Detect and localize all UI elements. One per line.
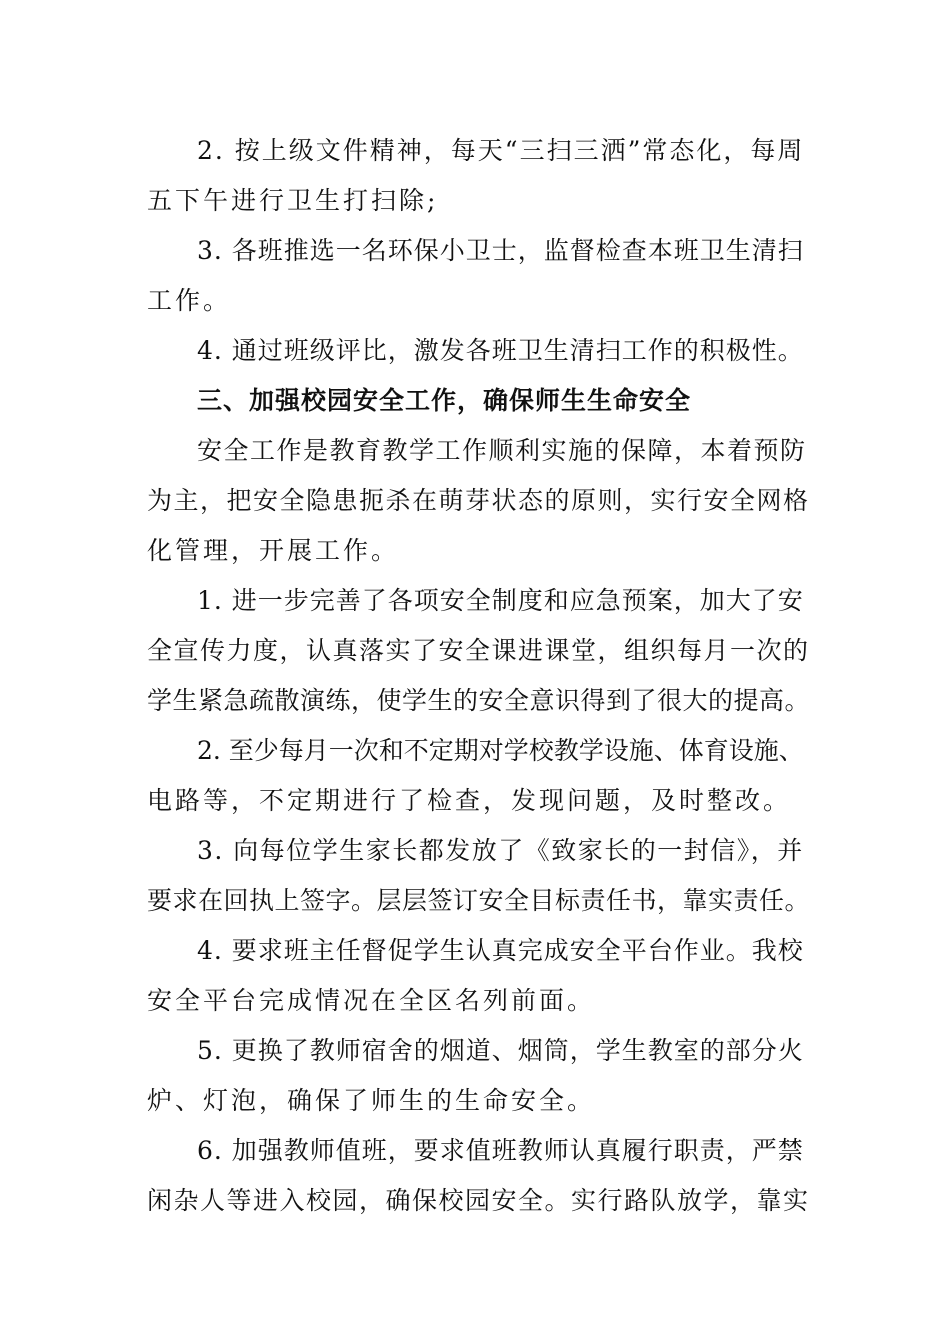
paragraph-line: 安全平台完成情况在全区名列前面。 [147, 986, 596, 1015]
paragraph-line: 化管理，开展工作。 [147, 536, 400, 565]
paragraph-line: 工作。 [147, 286, 232, 315]
paragraph-line: 4. 通过班级评比，激发各班卫生清扫工作的积极性。 [197, 336, 804, 365]
paragraph-line: 2. 按上级文件精神，每天“三扫三洒”常态化，每周 [197, 136, 805, 165]
paragraph-line: 6. 加强教师值班，要求值班教师认真履行职责，严禁 [197, 1136, 804, 1165]
paragraph-line: 学生紧急疏散演练，使学生的安全意识得到了很大的提高。 [147, 686, 811, 715]
paragraph-line: 安全工作是教育教学工作顺利实施的保障，本着预防 [197, 436, 807, 465]
paragraph-line: 电路等，不定期进行了检查，发现问题，及时整改。 [147, 786, 792, 815]
paragraph-line: 五下午进行卫生打扫除; [147, 186, 439, 215]
paragraph-line: 闲杂人等进入校园，确保校园安全。实行路队放学，靠实 [147, 1186, 810, 1215]
paragraph-line: 1. 进一步完善了各项安全制度和应急预案，加大了安 [197, 586, 804, 615]
paragraph-line: 5. 更换了教师宿舍的烟道、烟筒，学生教室的部分火 [197, 1036, 804, 1065]
paragraph-line: 炉、灯泡，确保了师生的生命安全。 [147, 1086, 596, 1115]
paragraph-line: 3. 向每位学生家长都发放了《致家长的一封信》，并 [197, 836, 804, 865]
paragraph-line: 4. 要求班主任督促学生认真完成安全平台作业。我校 [197, 936, 804, 965]
paragraph-line: 3. 各班推选一名环保小卫士，监督检查本班卫生清扫 [197, 236, 804, 265]
paragraph-line: 2. 至少每月一次和不定期对学校教学设施、体育设施、 [197, 736, 804, 765]
paragraph-line: 要求在回执上签字。层层签订安全目标责任书，靠实责任。 [147, 886, 811, 915]
paragraph-line: 为主，把安全隐患扼杀在萌芽状态的原则，实行安全网格 [147, 486, 810, 515]
paragraph-line: 全宣传力度，认真落实了安全课进课堂，组织每月一次的 [147, 636, 810, 665]
section-heading: 三、加强校园安全工作，确保师生生命安全 [197, 386, 692, 415]
